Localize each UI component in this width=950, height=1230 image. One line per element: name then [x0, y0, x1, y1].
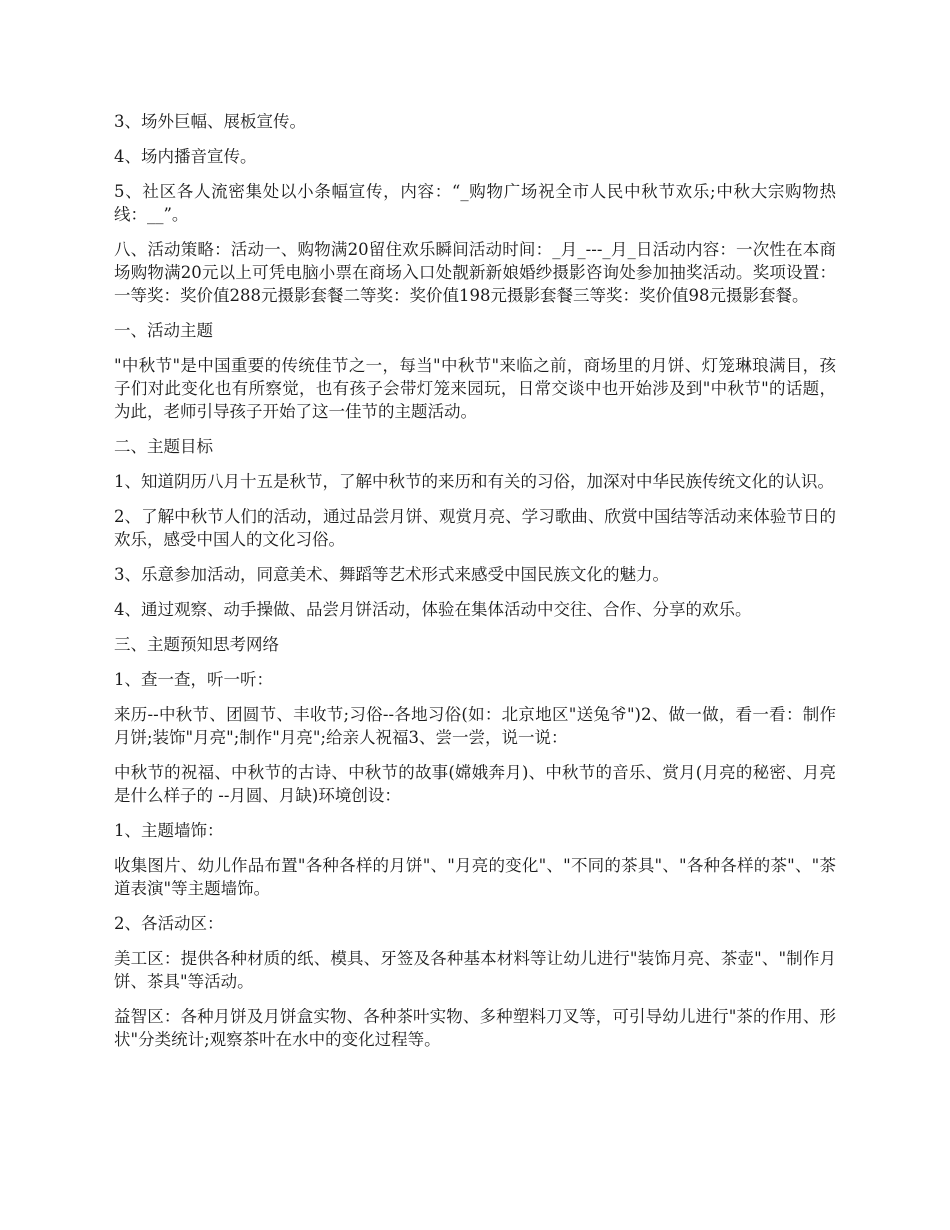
paragraph-goal-3: 3、乐意参加活动，同意美术、舞蹈等艺术形式来感受中国民族文化的魅力。 — [114, 565, 669, 584]
paragraph-puzzle-area: 益智区：各种月饼及月饼盒实物、各种茶叶实物、多种塑料刀叉等，可引导幼儿进行"茶的作用、形状"分类统计;观察茶叶在水中的变化过程等。 — [114, 1007, 836, 1049]
paragraph-community-banner: 5、社区各人流密集处以小条幅宣传，内容：“_购物广场祝全市人民中秋节欢乐;中秋大宗购物热线：__”。 — [114, 182, 836, 224]
paragraph-check-listen: 1、查一查，听一听： — [114, 670, 273, 689]
paragraph-art-area: 美工区：提供各种材质的纸、模具、牙签及各种基本材料等让幼儿进行"装饰月亮、茶壶"、"制作月饼、茶具"等活动。 — [114, 949, 836, 991]
paragraph-publicity-banner: 3、场外巨幅、展板宣传。 — [114, 112, 306, 131]
paragraph-goal-1: 1、知道阴历八月十五是秋节，了解中秋节的来历和有关的习俗，加深对中华民族传统文化的认识。 — [114, 472, 834, 491]
heading-thinking-network: 三、主题预知思考网络 — [114, 635, 279, 654]
paragraph-broadcast: 4、场内播音宣传。 — [114, 147, 257, 166]
paragraph-wall-decor-heading: 1、主题墙饰： — [114, 821, 224, 840]
document-page — [114, 110, 836, 1063]
paragraph-theme-description: "中秋节"是中国重要的传统佳节之一，每当"中秋节"来临之前，商场里的月饼、灯笼琳琅满目，孩子们对此变化也有所察觉，也有孩子会带灯笼来园玩，日常交谈中也开始涉及到"中秋节"的话题，为此，老师引导孩子开始了这一佳节的主题活动。 — [114, 356, 836, 421]
paragraph-activity-strategy: 八、活动策略：活动一、购物满20留住欢乐瞬间活动时间：_月_---_月_日活动内容：一次性在本商场购物满20元以上可凭电脑小票在商场入口处靓新新娘婚纱摄影咨询处参加抽奖活动。奖项设置：一等奖：奖价值288元摄影套餐二等奖：奖价值198元摄影套餐三等奖：奖价值98元摄影套餐。 — [114, 240, 836, 305]
paragraph-goal-2: 2、了解中秋节人们的活动，通过品尝月饼、观赏月亮、学习歌曲、欣赏中国结等活动来体验节日的欢乐，感受中国人的文化习俗。 — [114, 507, 836, 549]
paragraph-goal-4: 4、通过观察、动手操做、品尝月饼活动，体验在集体活动中交往、合作、分享的欢乐。 — [114, 600, 752, 619]
paragraph-wall-decor: 收集图片、幼儿作品布置"各种各样的月饼"、"月亮的变化"、"不同的茶具"、"各种各样的茶"、"茶道表演"等主题墙饰。 — [114, 856, 836, 898]
paragraph-origins-customs: 来历--中秋节、团圆节、丰收节;习俗--各地习俗(如：北京地区"送兔爷")2、做一做，看一看：制作月饼;装饰"月亮";制作"月亮";给亲人祝福3、尝一尝，说一说： — [114, 705, 836, 747]
paragraph-festival-content: 中秋节的祝福、中秋节的古诗、中秋节的故事(嫦娥奔月)、中秋节的音乐、赏月(月亮的秘密、月亮是什么样子的 --月圆、月缺)环境创设： — [114, 763, 836, 805]
heading-theme-goals: 二、主题目标 — [114, 437, 213, 456]
heading-activity-theme: 一、活动主题 — [114, 321, 213, 340]
paragraph-activity-areas-heading: 2、各活动区： — [114, 914, 224, 933]
